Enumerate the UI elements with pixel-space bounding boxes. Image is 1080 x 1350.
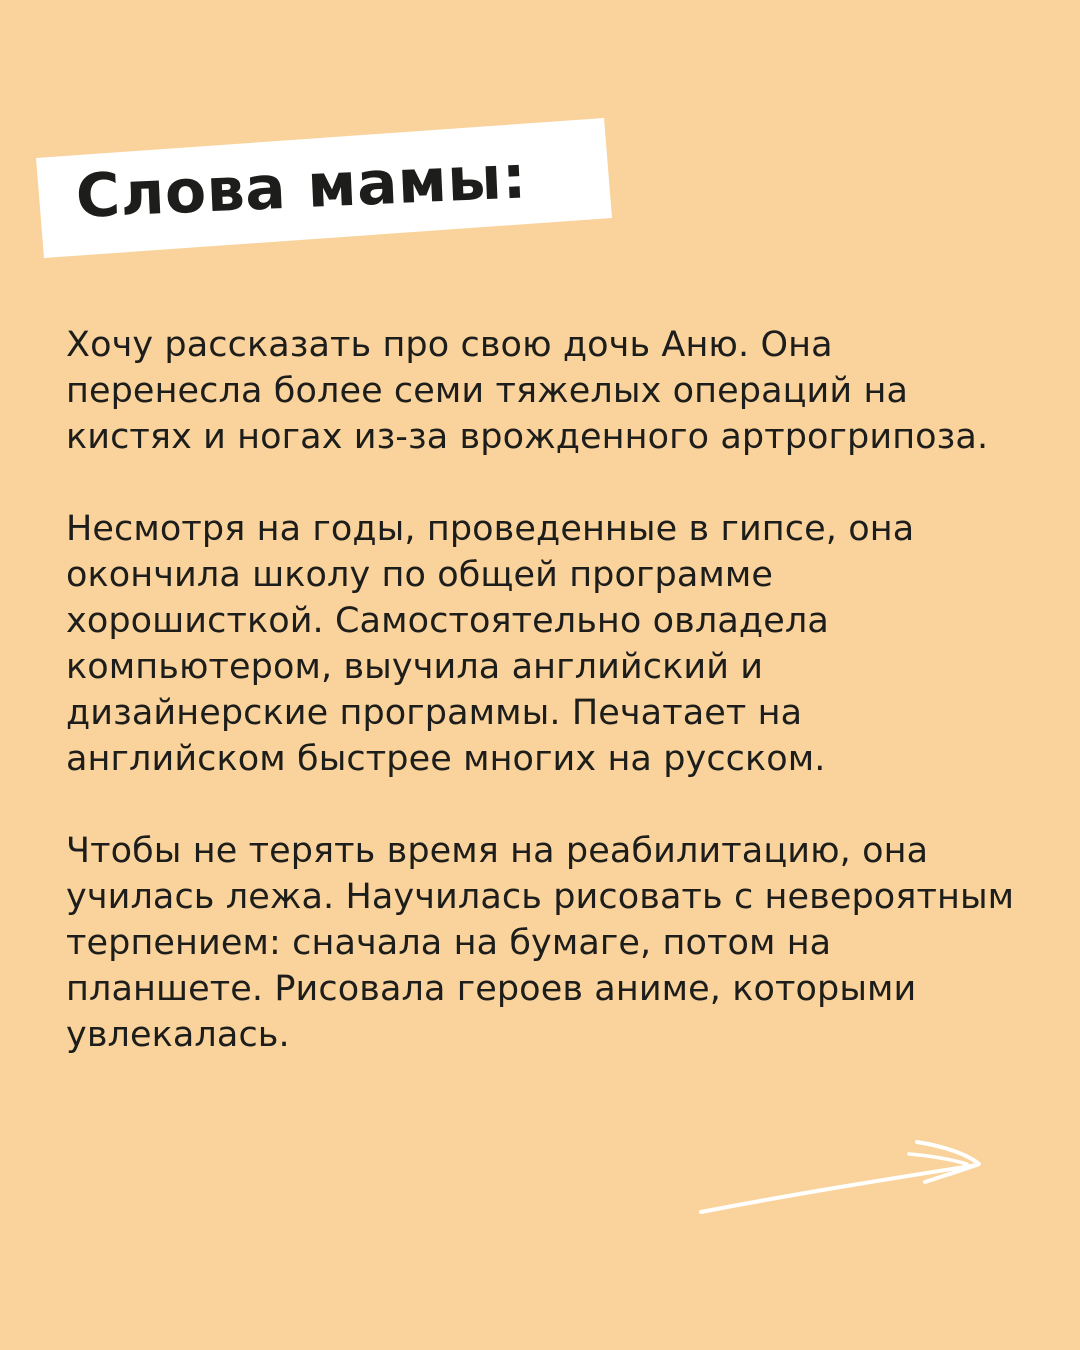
- story-text: [66, 322, 1026, 1104]
- arrow-right-icon[interactable]: [695, 1130, 995, 1225]
- paragraph-3: Чтобы не терять время на реабилитацию, она училась лежа. Научилась рисовать с невероятным терпением: сначала на бумаге, потом на планшете. Рисовала героев аниме, которыми увлекалась.: [66, 831, 1015, 1055]
- page-title: Слова мамы:: [74, 142, 528, 232]
- title-card: [36, 118, 612, 258]
- paragraph-2: Несмотря на годы, проведенные в гипсе, она окончила школу по общей программе хорошисткой. Самостоятельно овладела компьютером, выучила английский и дизайнерские программы. Печатает на английском быстрее многих на русском.: [66, 509, 915, 779]
- paragraph-1: Хочу рассказать про свою дочь Аню. Она перенесла более семи тяжелых операций на кистях и ногах из-за врожденного артрогрипоза.: [66, 325, 989, 457]
